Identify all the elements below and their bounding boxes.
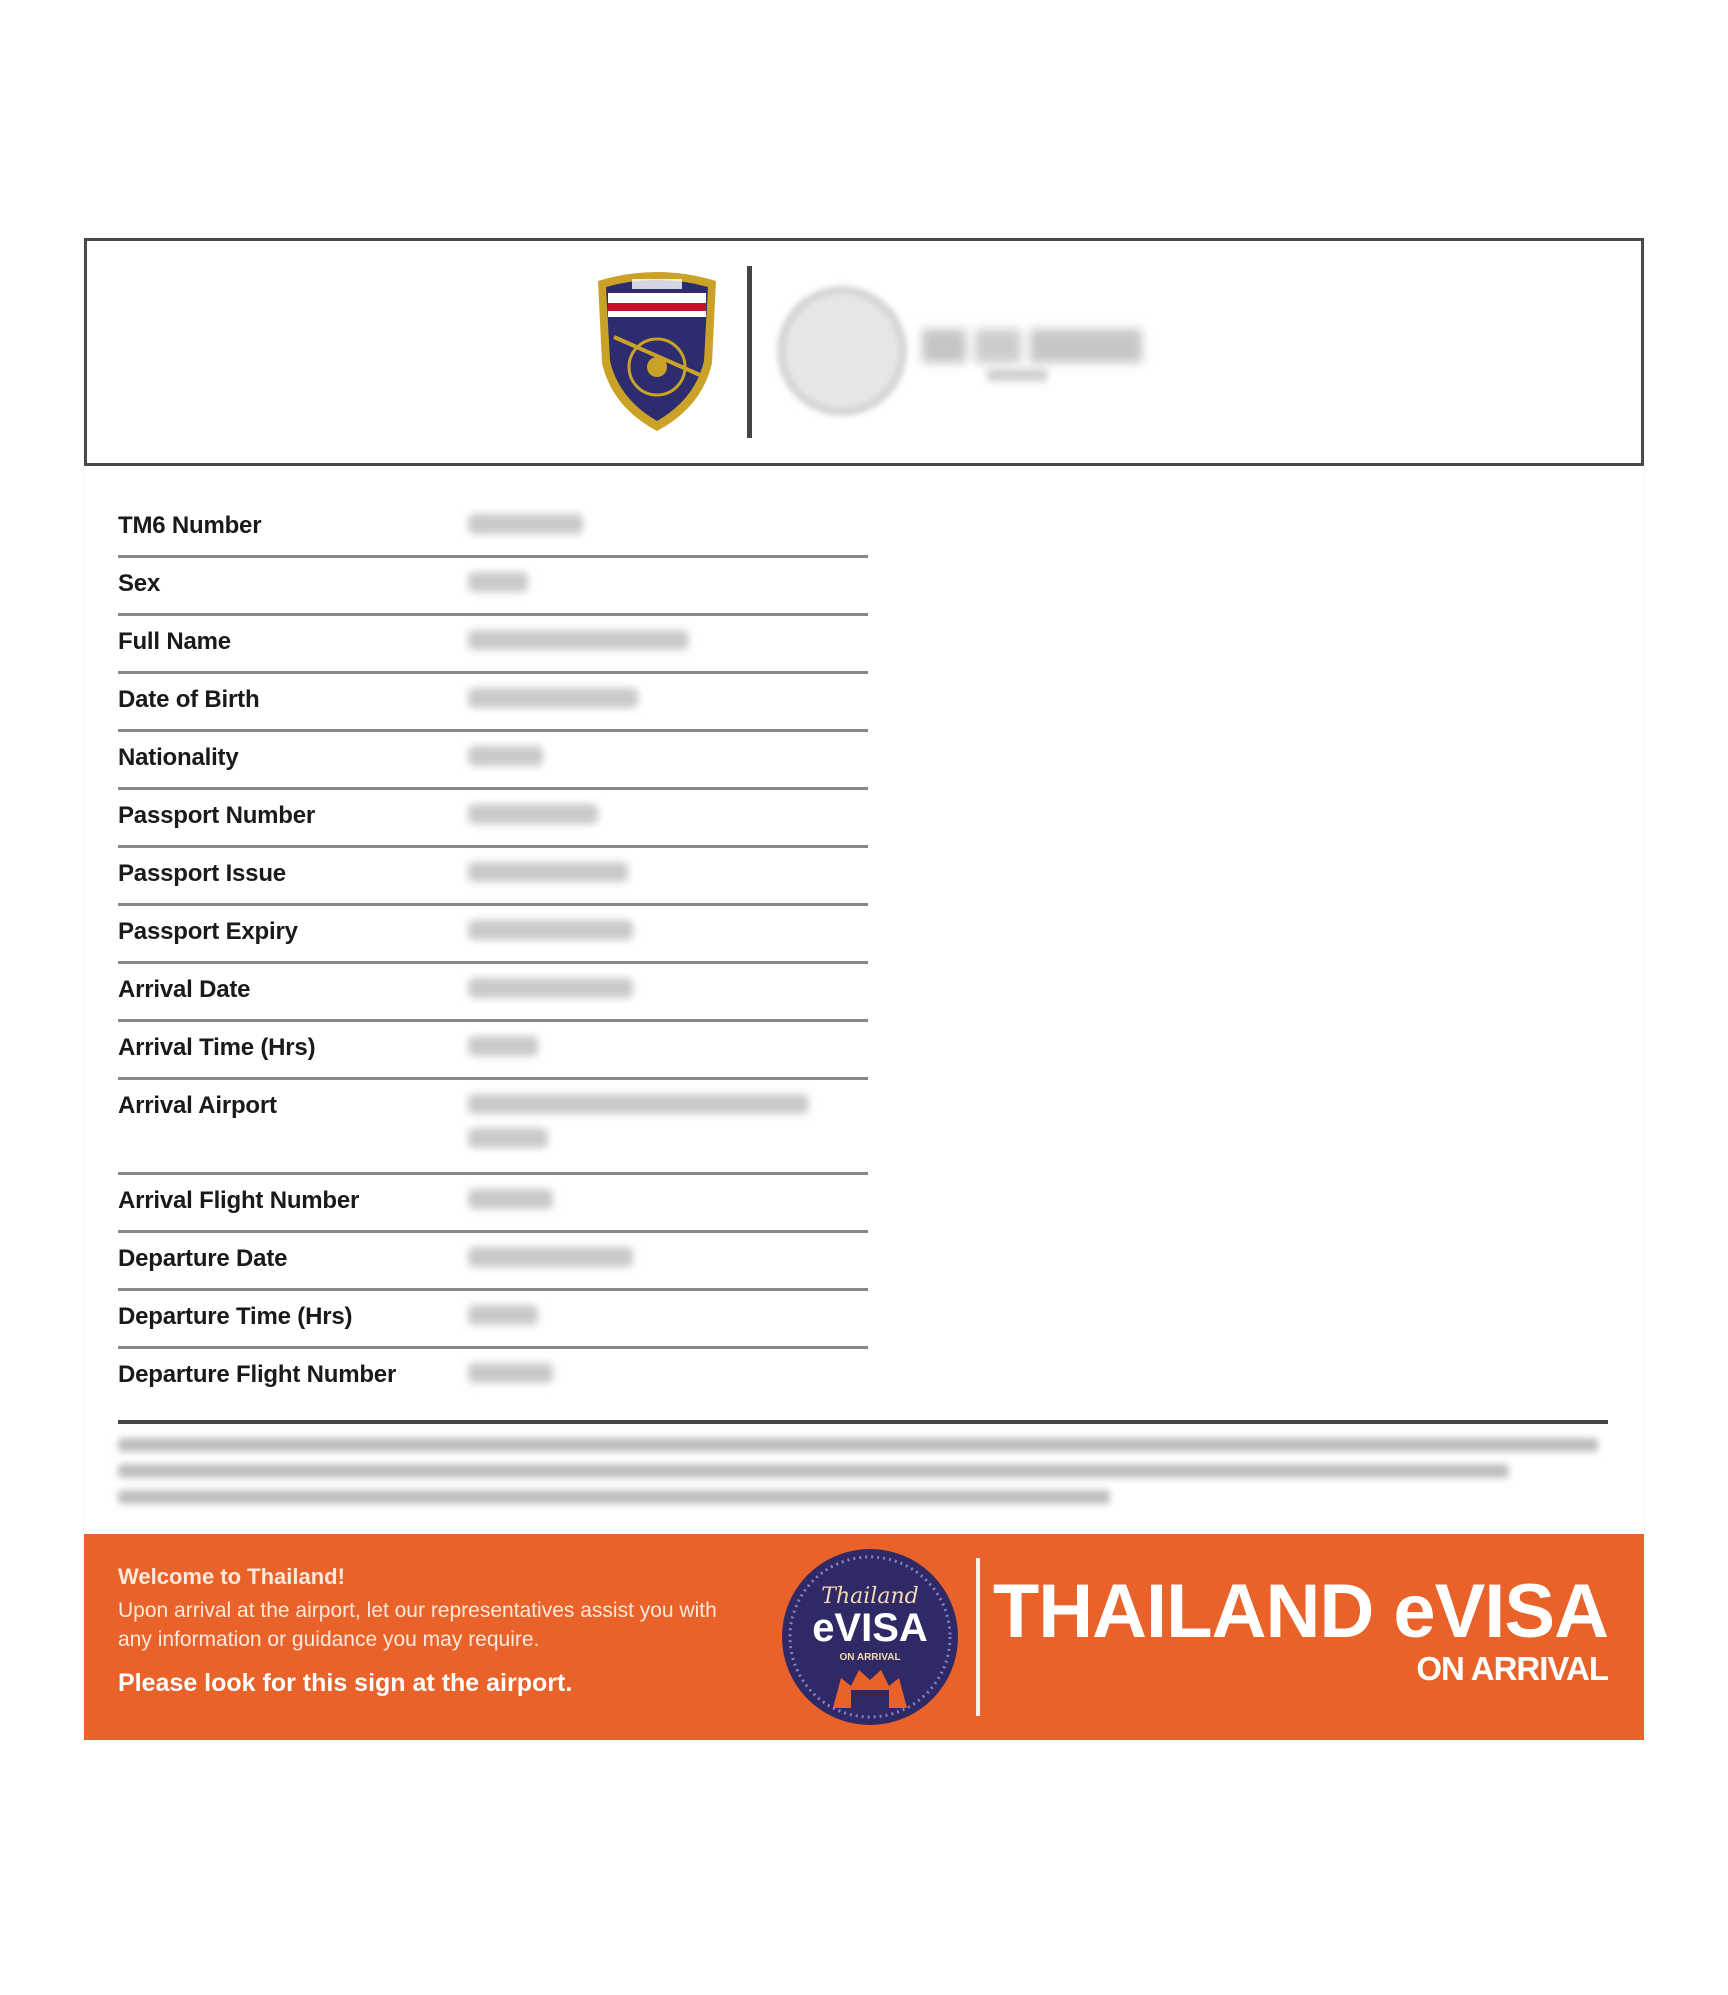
redacted-value <box>468 848 628 896</box>
field-row <box>118 1233 868 1291</box>
redacted-value <box>468 1349 553 1397</box>
redacted-value <box>468 1175 553 1223</box>
assistance-text: Upon arrival at the airport, let our representatives assist you with any information or guidance you may require. <box>118 1599 717 1651</box>
field-label: Passport Number <box>118 802 316 829</box>
field-row <box>118 1349 868 1404</box>
evisa-document <box>84 238 1644 1742</box>
redacted-value <box>468 1291 538 1339</box>
redacted-value <box>468 1233 633 1281</box>
field-label: Departure Flight Number <box>118 1361 397 1388</box>
field-row <box>118 964 868 1022</box>
field-row <box>118 848 868 906</box>
field-label: Arrival Date <box>118 976 251 1003</box>
redacted-value <box>468 1080 808 1162</box>
redacted-value <box>468 1022 538 1070</box>
field-row <box>118 1175 868 1233</box>
seal-main-text: eVISA <box>812 1606 928 1650</box>
header-divider <box>747 266 752 438</box>
field-label: Arrival Time (Hrs) <box>118 1034 316 1061</box>
redacted-value <box>468 674 638 722</box>
redacted-fine-print <box>118 1438 1598 1516</box>
section-divider <box>118 1420 1608 1424</box>
redacted-value <box>468 558 528 606</box>
welcome-heading: Welcome to Thailand! <box>118 1564 345 1589</box>
redacted-value <box>468 616 688 664</box>
field-label: Passport Expiry <box>118 918 298 945</box>
field-row <box>118 500 868 558</box>
field-label: TM6 Number <box>118 512 262 539</box>
field-label: Arrival Airport <box>118 1092 277 1119</box>
evisa-on-arrival-banner <box>84 1534 1644 1740</box>
thailand-evisa-brand <box>992 1569 1608 1687</box>
field-row <box>118 790 868 848</box>
seal-script-text: Thailand <box>821 1584 919 1609</box>
field-row <box>118 558 868 616</box>
brand-title: THAILAND eVISA <box>992 1569 1608 1654</box>
brand-subtitle: ON ARRIVAL <box>1416 1650 1608 1687</box>
redacted-value <box>468 732 543 780</box>
field-label: Nationality <box>118 744 239 771</box>
field-label: Departure Time (Hrs) <box>118 1303 353 1330</box>
redacted-value <box>468 790 598 838</box>
redacted-value <box>468 906 633 954</box>
field-label: Departure Date <box>118 1245 288 1272</box>
redacted-value <box>468 500 583 548</box>
field-row <box>118 1291 868 1349</box>
field-label: Full Name <box>118 628 231 655</box>
field-row <box>118 732 868 790</box>
look-for-sign-text: Please look for this sign at the airport. <box>118 1669 573 1697</box>
field-label: Sex <box>118 570 161 597</box>
field-label: Passport Issue <box>118 860 286 887</box>
field-row <box>118 1080 868 1175</box>
vfs-global-wordmark <box>922 329 1142 363</box>
banner-divider <box>976 1558 980 1716</box>
field-label: Arrival Flight Number <box>118 1187 360 1214</box>
seal-sub-text: ON ARRIVAL <box>839 1652 901 1663</box>
vfs-global-subtext <box>987 369 1047 381</box>
evisa-seal-icon <box>781 1548 959 1726</box>
redacted-value <box>468 964 633 1012</box>
applicant-details <box>118 500 868 1404</box>
field-row <box>118 616 868 674</box>
document-header <box>84 238 1644 466</box>
field-row <box>118 674 868 732</box>
vfs-global-logo-icon <box>777 286 907 416</box>
field-row <box>118 1022 868 1080</box>
field-label: Date of Birth <box>118 686 260 713</box>
field-row <box>118 906 868 964</box>
immigration-bureau-badge-icon <box>592 267 722 435</box>
